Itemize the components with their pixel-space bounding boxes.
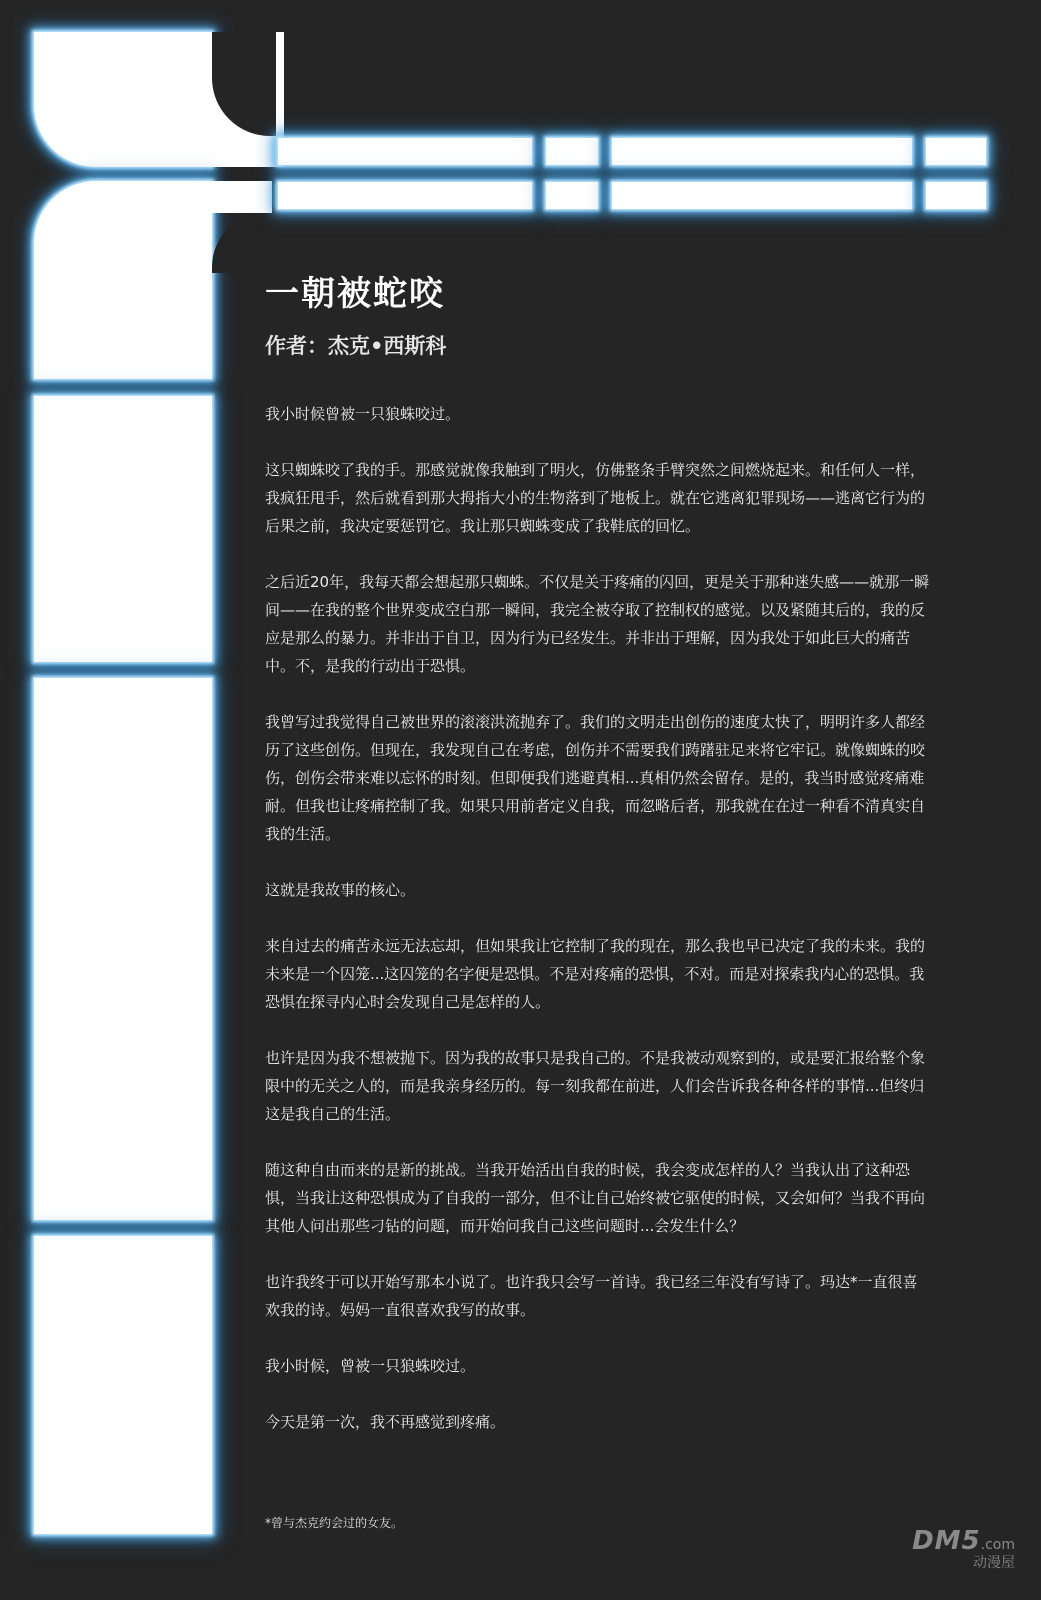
site-watermark (912, 1526, 1015, 1572)
frame-bar (926, 138, 986, 165)
frame-bar (278, 182, 532, 209)
article-title: 一朝被蛇咬 (265, 274, 445, 314)
watermark-logo: DM5 (912, 1526, 981, 1556)
frame-mid-cap (34, 181, 212, 379)
paragraph: 之后近20年，我每天都会想起那只蜘蛛。不仅是关于疼痛的闪回，更是关于那种迷失感——就那一瞬间——在我的整个世界变成空白那一瞬间，我完全被夺取了控制权的感觉。以及紧随其后的，我的反应是那么的暴力。并非出于自卫，因为行为已经发生。并非出于理解，因为我处于如此巨大的痛苦中。不，是我的行动出于恐惧。 (265, 573, 930, 675)
paragraph: 我小时候曾被一只狼蛛咬过。 (265, 405, 461, 423)
watermark-subtitle: 动漫屋 (973, 1555, 1015, 1571)
article-byline: 作者：杰克•西斯科 (265, 334, 447, 358)
frame-inner-curve (212, 213, 272, 273)
frame-bar (612, 138, 912, 165)
paragraph: 也许我终于可以开始写那本小说了。也许我只会写一首诗。我已经三年没有写诗了。玛达*一直很喜欢我的诗。妈妈一直很喜欢我写的故事。 (265, 1273, 918, 1319)
paragraph: 我曾写过我觉得自己被世界的滚滚洪流抛弃了。我们的文明走出创伤的速度太快了，明明许多人都经历了这些创伤。但现在，我发现自己在考虑，创伤并不需要我们踌躇驻足来将它牢记。就像蜘蛛的咬伤，创伤会带来难以忘怀的时刻。但即便我们逃避真相...真相仍然会留存。是的，我当时感觉疼痛难耐。但我也让疼痛控制了我。如果只用前者定义自我，而忽略后者，那我就在在过一种看不清真实自我的生活。 (265, 713, 926, 843)
frame-bar (546, 138, 598, 165)
frame-bar (926, 182, 986, 209)
paragraph: 来自过去的痛苦永远无法忘却，但如果我让它控制了我的现在，那么我也早已决定了我的未来。我的未来是一个囚笼...这囚笼的名字便是恐惧。不是对疼痛的恐惧，不对。而是对探索我内心的恐惧。我恐惧在探寻内心时会发现自己是怎样的人。 (265, 937, 926, 1011)
article-body (265, 400, 930, 1464)
paragraph: 今天是第一次，我不再感觉到疼痛。 (265, 1413, 506, 1431)
frame-bar (278, 138, 532, 165)
paragraph: 随这种自由而来的是新的挑战。当我开始活出自我的时候，我会变成怎样的人？当我认出了这种恐惧，当我让这种恐惧成为了自我的一部分，但不让自己始终被它驱使的时候，又会如何？当我不再向其他人问出那些刁钻的问题，而开始问我自己这些问题时...会发生什么？ (265, 1161, 926, 1235)
frame-bar (546, 182, 598, 209)
paragraph: 这只蜘蛛咬了我的手。那感觉就像我触到了明火，仿佛整条手臂突然之间燃烧起来。和任何人一样，我疯狂甩手，然后就看到那大拇指大小的生物落到了地板上。就在它逃离犯罪现场——逃离它行为的后果之前，我决定要惩罚它。我让那只蜘蛛变成了我鞋底的回忆。 (265, 461, 926, 535)
paragraph: 这就是我故事的核心。 (265, 881, 416, 899)
frame-side-panel (34, 678, 212, 1220)
paragraph: 我小时候，曾被一只狼蛛咬过。 (265, 1357, 476, 1375)
paragraph: 也许是因为我不想被抛下。因为我的故事只是我自己的。不是我被动观察到的，或是要汇报给整个象限中的无关之人的，而是我亲身经历的。每一刻我都在前进，人们会告诉我各种各样的事情...但终归这是我自己的生活。 (265, 1049, 926, 1123)
frame-bar (612, 182, 912, 209)
frame-side-panel (34, 1236, 212, 1534)
footnote: *曾与杰克约会过的女友。 (265, 1516, 404, 1530)
frame-top-cap (34, 32, 212, 167)
watermark-suffix: .com (980, 1537, 1015, 1553)
frame-side-panel (34, 396, 212, 662)
